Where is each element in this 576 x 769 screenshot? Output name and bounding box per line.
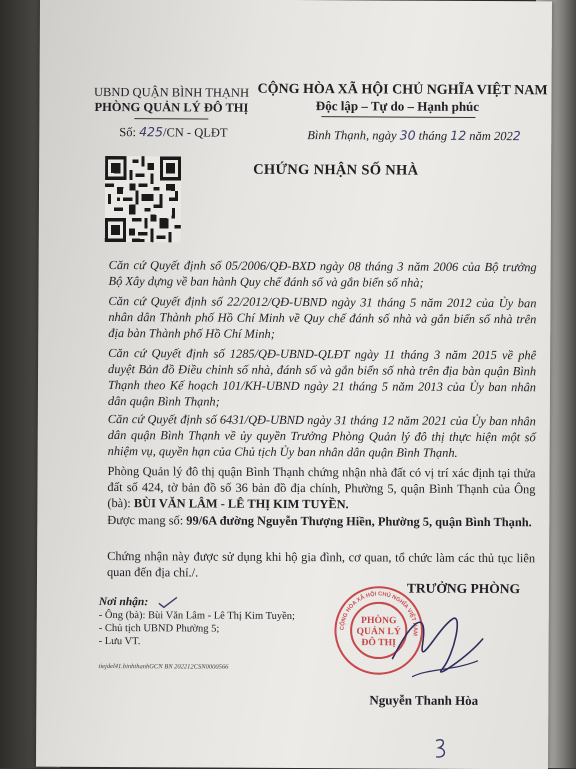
paragraph-usage: Chứng nhận này được sử dụng khi hộ gia đình, cơ quan, tổ chức làm các thủ tục liên quan đến địa chỉ./.	[106, 549, 536, 580]
date-month: 12	[450, 127, 467, 143]
issue-date	[307, 127, 520, 144]
recipient-item: - Lưu VT.	[98, 635, 141, 648]
date-place: Bình Thạnh, ngày	[307, 128, 397, 143]
doc-number-suffix: /CN - QLĐT	[162, 125, 228, 140]
document-number	[119, 124, 227, 141]
agency-line1: UBND QUẬN BÌNH THẠNH	[93, 84, 250, 100]
doc-number-handwritten: 425	[139, 124, 164, 140]
qr-code-icon	[105, 156, 181, 242]
stamp-line2: QUẢN LÝ	[356, 626, 401, 638]
document-title: CHỨNG NHẬN SỐ NHÀ	[253, 161, 419, 179]
paragraph-certification	[107, 463, 535, 513]
paragraph-legal-basis-4: Căn cứ Quyết định số 6431/QĐ-UBND ngày 31 tháng 12 năm 2021 của Ủy ban nhân dân quận Bình Thạnh về ủy quyền Trưởng Phòng Quản lý đô thị thực hiện một số nhiệm vụ, quyền hạn của Chủ tịch Ủy ban nhân dân quận Bình Thạnh.	[107, 412, 536, 460]
house-address: 99/6A đường Nguyễn Thượng Hiền, Phường 5, quận Bình Thạnh.	[186, 513, 532, 530]
date-year-label: năm 202	[469, 128, 513, 144]
agency-underline	[134, 118, 208, 119]
recipient-item: - Chủ tịch UBND Phường 5;	[98, 622, 220, 635]
signature-scribble	[382, 598, 492, 694]
signer-name: Nguyễn Thanh Hòa	[369, 692, 479, 708]
recipients-title: Nơi nhận:	[98, 595, 149, 609]
paragraph-legal-basis-2: Căn cứ Quyết định số 22/2012/QĐ-UBND ngày 31 tháng 5 năm 2012 của Ủy ban nhân dân Thành phố Hồ Chí Minh về Quy chế đánh số nhà và gắn biển số nhà trên địa bàn Thành phố Hồ Chí Minh;	[108, 294, 537, 341]
signature-position: TRƯỞNG PHÒNG	[406, 580, 521, 597]
stamp-line3: ĐÔ THỊ	[361, 637, 396, 649]
nation-header	[257, 81, 548, 115]
nation-line2: Độc lập – Tự do – Hạnh phúc	[315, 98, 480, 114]
page-mark-scribble	[432, 737, 450, 761]
nation-line1: CỘNG HÒA XÃ HỘI CHỦ NGHĨA VIỆT NAM	[257, 81, 548, 99]
stamp-line1: PHÒNG	[361, 614, 397, 627]
paragraph-legal-basis-3: Căn cứ Quyết định số 1285/QĐ-UBND-QLĐT ngày 11 tháng 3 năm 2015 về phê duyệt Bản đồ Điều chỉnh số nhà, đánh số và gắn biển số nhà trên địa bàn quận Bình Thạnh theo Kế hoạch 101/KH-UBND ngày 21 tháng 5 năm 2013 của Ủy ban nhân dân quận Bình Thạnh;	[107, 346, 537, 409]
agency-line2: PHÒNG QUẢN LÝ ĐÔ THỊ	[94, 99, 249, 115]
date-day: 30	[399, 127, 416, 143]
paragraph-legal-basis-1: Căn cứ Quyết định số 05/2006/QĐ-BXD ngày 08 tháng 3 năm 2006 của Bộ trưởng Bộ Xây dựng về ban hành Quy chế đánh số và gắn biển số nhà;	[108, 258, 537, 290]
document-page	[36, 0, 552, 769]
address-label: Được mang số:	[107, 513, 184, 528]
agency-header	[81, 85, 261, 116]
date-year-digit: 2	[512, 128, 521, 144]
date-month-label: tháng	[418, 128, 448, 143]
doc-number-prefix: Số:	[119, 125, 137, 140]
recipient-item: - Ông (bà): Bùi Văn Lâm - Lê Thị Kim Tuyền;	[98, 609, 295, 623]
recipient-check-mark	[157, 595, 179, 609]
recipients-block	[99, 596, 299, 649]
certification-text: Phòng Quản lý đô thị quận Bình Thạnh chứng nhận nhà đất có vị trí xác định tại thửa đất số 424, tờ bản đồ số 36 bản đồ địa chính, Phường 5, quận Bình Thạnh của Ông (bà):	[107, 464, 536, 511]
owner-names: BÙI VĂN LÂM - LÊ THỊ KIM TUYỀN.	[133, 496, 349, 512]
reference-code: tiejdel41.binhthanhGCN BN 202212CSN0000566	[98, 662, 229, 671]
paragraph-address	[107, 512, 535, 530]
stamp-ring-text: CỘNG HÒA XÃ HỘI CHỦ NGHĨA VIỆT NAM	[339, 591, 418, 637]
nation-underline	[321, 116, 475, 118]
